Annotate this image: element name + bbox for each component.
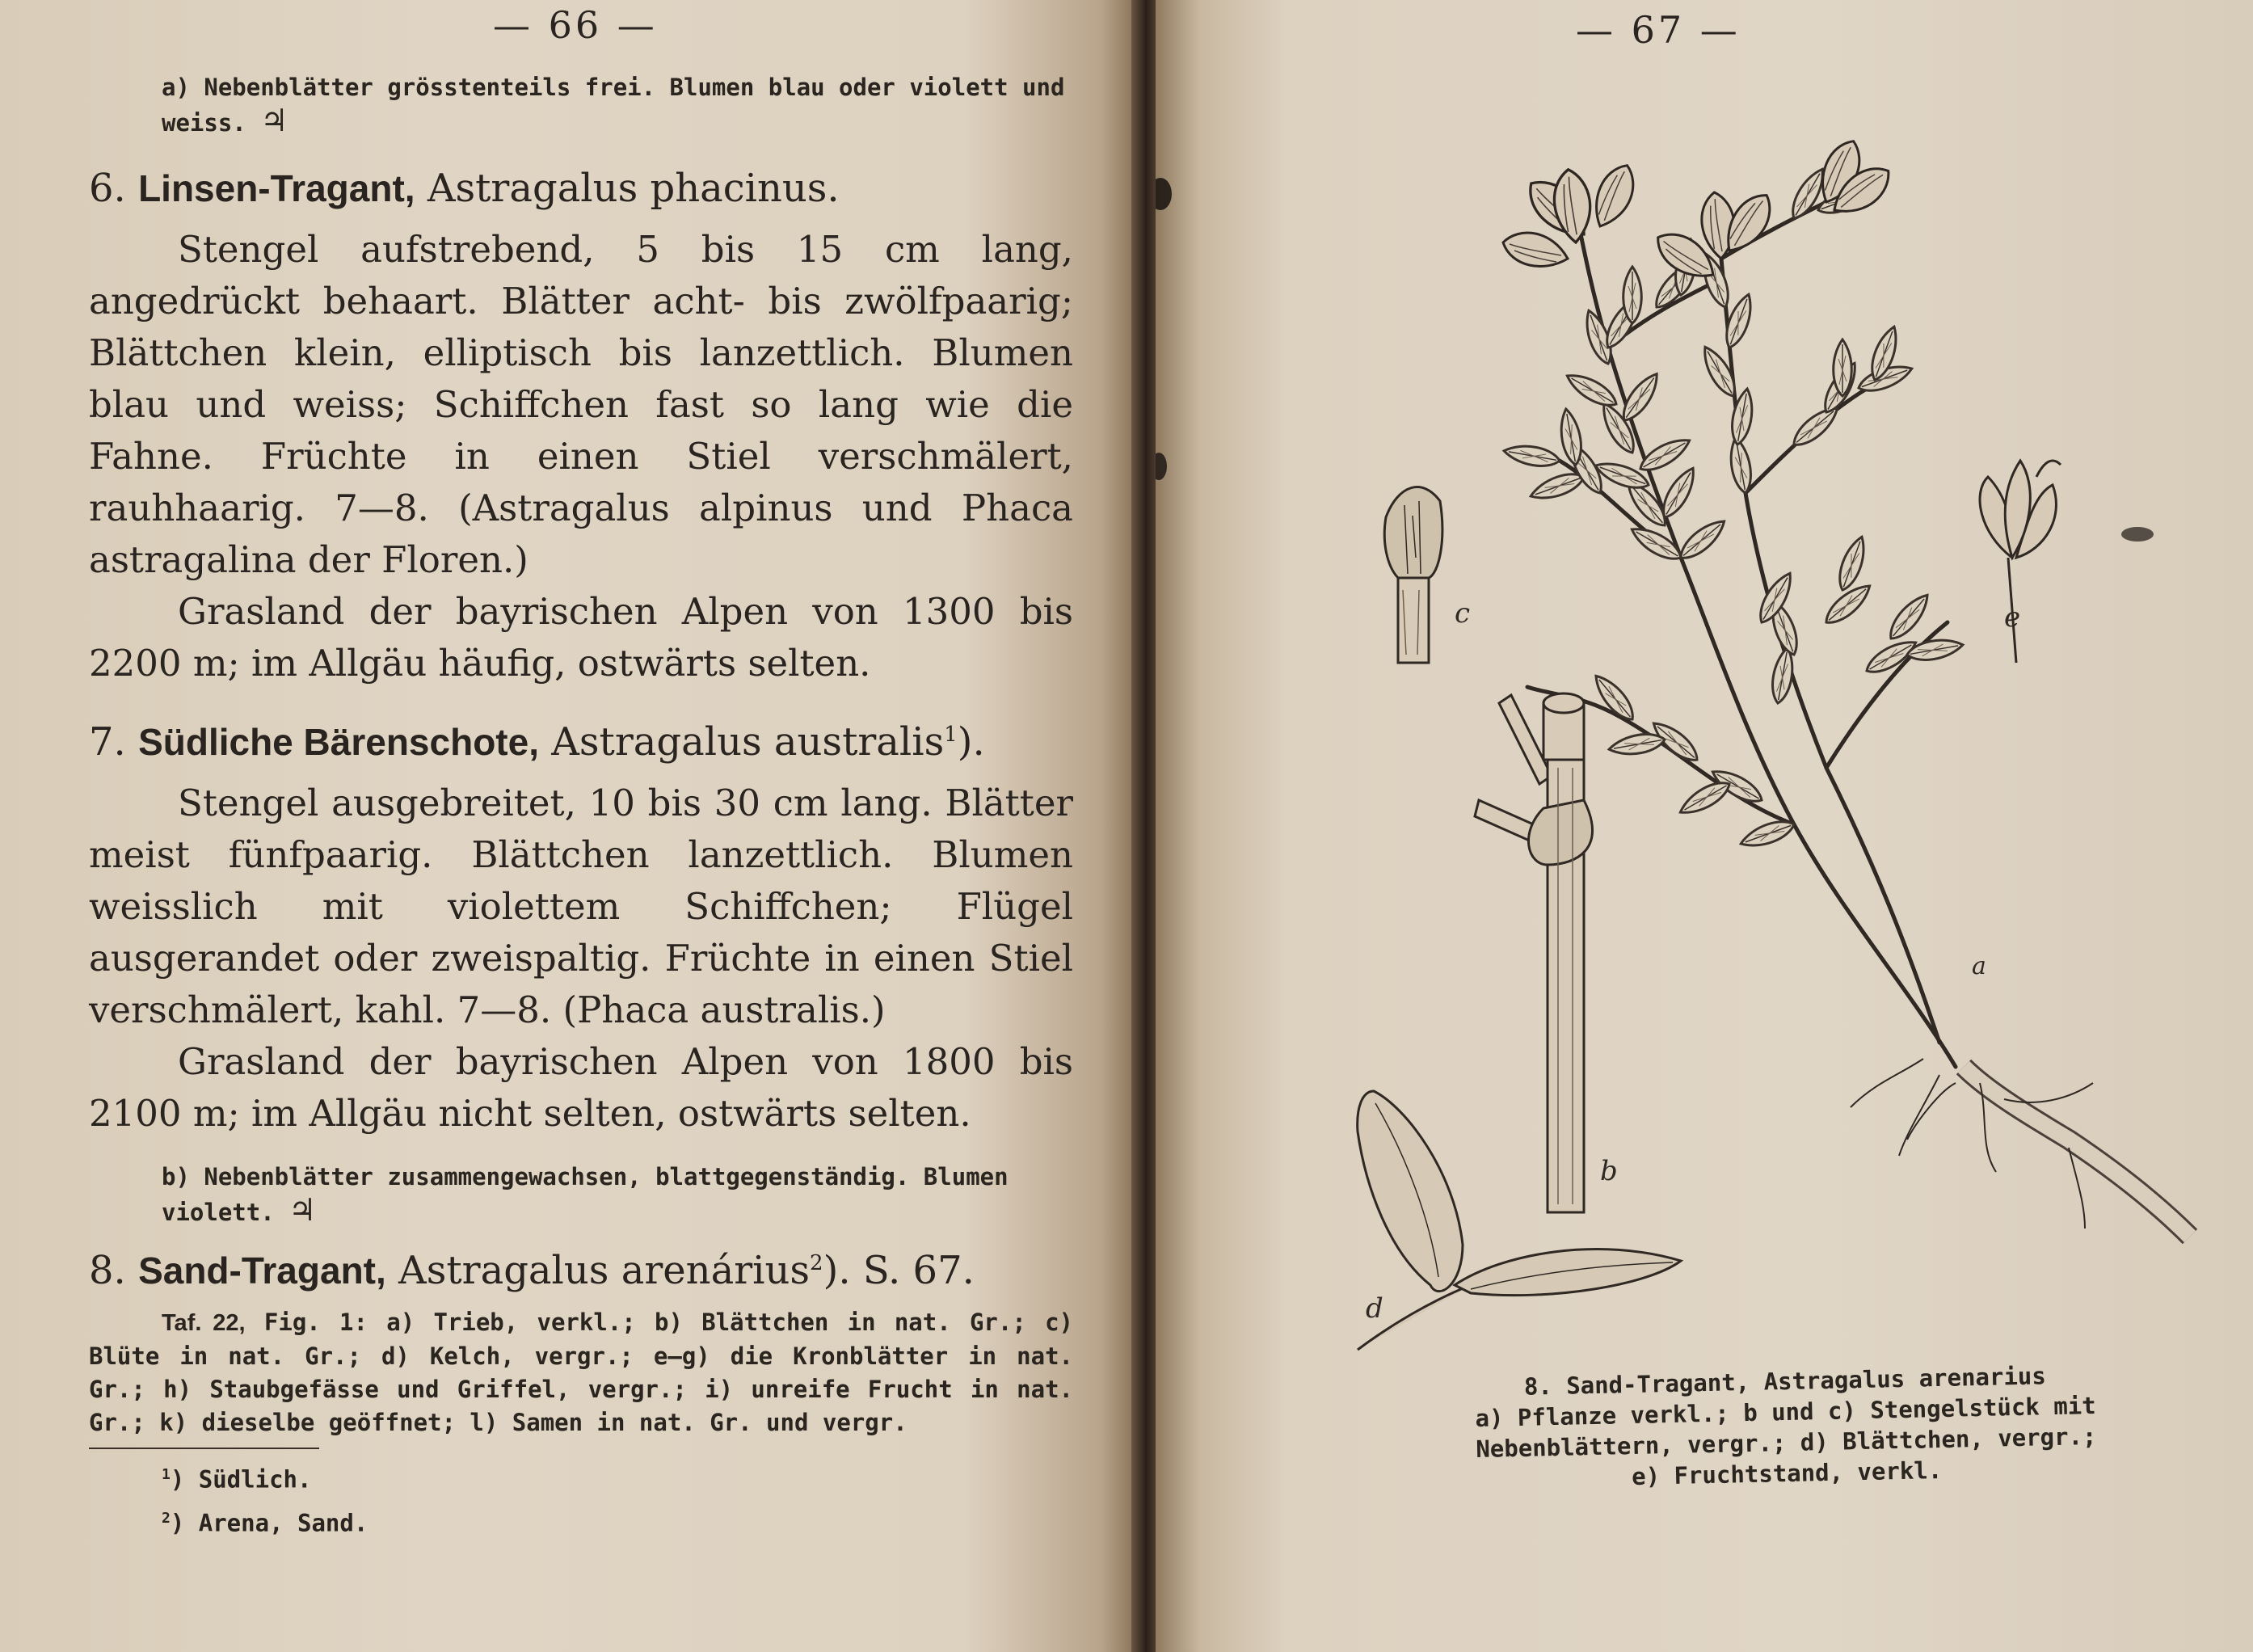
label-a: a	[1972, 952, 1986, 980]
label-d: d	[1366, 1292, 1383, 1325]
perennial-symbol-2: ♃	[288, 1192, 317, 1228]
ink-speck	[2121, 527, 2154, 542]
perennial-symbol: ♃	[260, 103, 288, 138]
footnote-1: $^1$) Südlich.	[162, 1465, 312, 1494]
detail-d	[1358, 1091, 1681, 1350]
left-page-content	[89, 71, 1073, 1542]
figure-caption	[1397, 1358, 2175, 1497]
species-7-heading: 7. Südliche Bärenschote, Astragalus australis$^1$).	[89, 719, 985, 765]
species-6-description: Stengel aufstrebend, 5 bis 15 cm lang, angedrückt behaart. Blätter acht- bis zwölfpaarig; Blättchen klein, elliptisch bis lanzettlich. Blumen blau und weiss; Schiffchen fast so lang wie die Fahne. Früchte in einen Stiel verschmälert, rauhhaarig. 7—8. (Astragalus alpinus und Phaca astragalina der Floren.)	[89, 228, 1073, 581]
footnote-2: $^2$) Arena, Sand.	[162, 1509, 368, 1537]
species-7-habitat: Grasland der bayrischen Alpen von 1800 bis 2100 m; im Allgäu nicht selten, ostwärts selten.	[89, 1040, 1073, 1135]
label-c: c	[1455, 597, 1471, 630]
footnote-rule	[89, 1448, 319, 1449]
caption-line-1: 8. Sand-Tragant, Astragalus arenarius	[1523, 1362, 2047, 1401]
species-6-german-name: Linsen-Tragant,	[138, 167, 415, 209]
species-6-latin-name: Astragalus phacinus.	[427, 166, 840, 211]
detail-b	[1475, 693, 1593, 1212]
page-number-67: — 67 —	[1576, 8, 1741, 52]
key-a: a) Nebenblätter grösstenteils frei. Blumen blau oder violett und weiss. ♃	[162, 74, 1065, 138]
species-8-latin-name: Astragalus arenárius	[398, 1248, 811, 1293]
page-number-66: — 66 —	[493, 3, 658, 47]
species-6-heading: 6. Linsen-Tragant, Astragalus phacinus.	[89, 166, 840, 211]
label-b: b	[1600, 1155, 1618, 1187]
species-7-description: Stengel ausgebreitet, 10 bis 30 cm lang. Blätter meist fünfpaarig. Blättchen lanzettlich. Blumen weisslich mit violettem Schiffchen; Flügel ausgerandet oder zweispaltig. Früchte in einen Stiel verschmälert, kahl. 7—8. (Phaca australis.)	[89, 782, 1073, 1031]
label-e: e	[2004, 601, 2021, 634]
caption-line-3: Nebenblättern, vergr.; d) Blättchen, vergr.;	[1476, 1422, 2097, 1464]
species-7-german-name: Südliche Bärenschote,	[138, 721, 539, 763]
botanical-illustration	[1341, 137, 2222, 1366]
right-page	[1156, 0, 2253, 1652]
species-8-german-name: Sand-Tragant,	[138, 1250, 386, 1292]
caption-line-2: a) Pflanze verkl.; b und c) Stengelstück mit	[1475, 1391, 2096, 1433]
key-b: b) Nebenblätter zusammengewachsen, blattgegenständig. Blumen violett. ♃	[162, 1163, 1009, 1228]
detail-c	[1384, 487, 1442, 663]
ink-speck	[1156, 178, 1172, 210]
species-6-habitat: Grasland der bayrischen Alpen von 1300 bis 2200 m; im Allgäu häufig, ostwärts selten.	[89, 590, 1073, 685]
species-8-heading: 8. Sand-Tragant, Astragalus arenárius$^2$). S. 67.	[89, 1248, 975, 1293]
ink-speck	[1156, 453, 1167, 480]
caption-line-4: e) Fruchtstand, verkl.	[1631, 1456, 1943, 1491]
species-7-latin-name: Astragalus australis	[551, 719, 945, 765]
plate-reference: Taf. 22, Fig. 1: a) Trieb, verkl.; b) Blättchen in nat. Gr.; c) Blüte in nat. Gr.; d) Kelch, vergr.; e—g) die Kronblätter in nat. Gr.; h) Staubgefässe und Griffel, vergr.; i) unreife Frucht in nat. Gr.; k) dieselbe geöffnet; l) Samen in nat. Gr. und vergr.	[89, 1309, 1073, 1436]
